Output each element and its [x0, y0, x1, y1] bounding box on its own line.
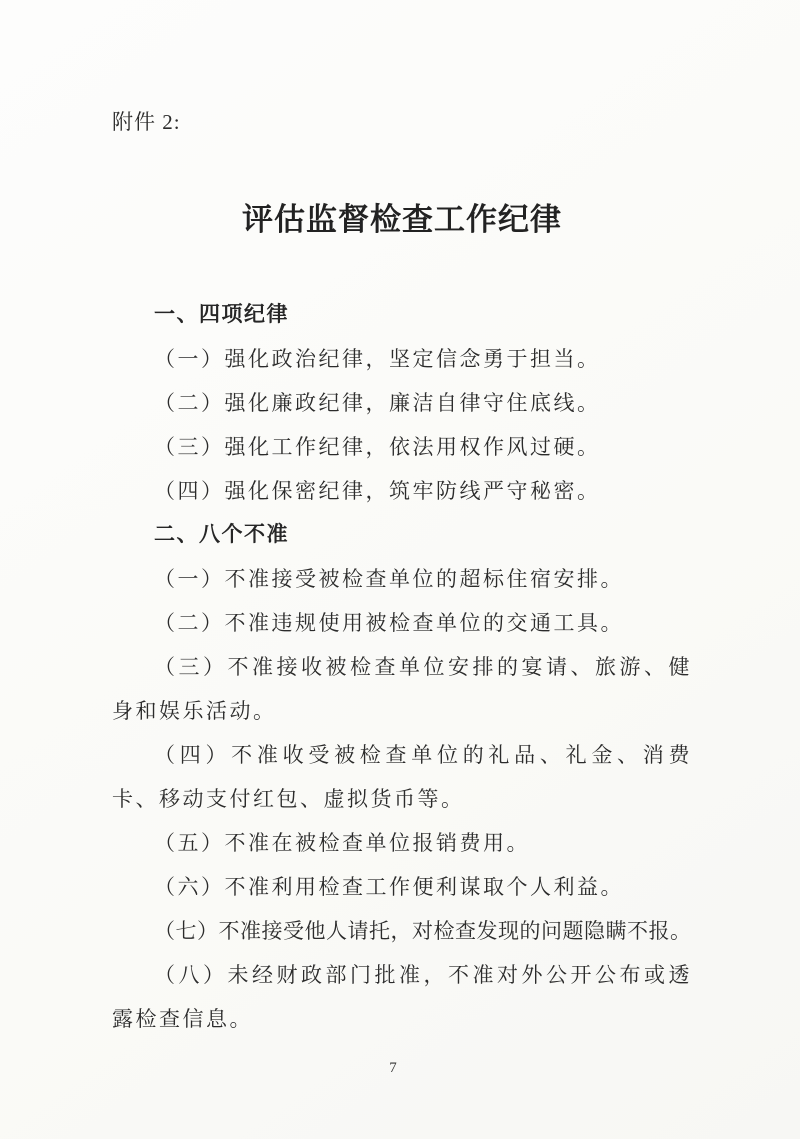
list-item: （一）强化政治纪律，坚定信念勇于担当。 [154, 347, 601, 371]
list-item: （二）不准违规使用被检查单位的交通工具。 [154, 611, 624, 635]
document-title: 评估监督检查工作纪律 [242, 202, 562, 237]
list-item: （三）强化工作纪律，依法用权作风过硬。 [154, 435, 601, 459]
list-item: （四）不准收受被检查单位的礼品、礼金、消费卡、移动支付红包、虚拟货币等。 [112, 743, 692, 811]
list-item: （三）不准接收被检查单位安排的宴请、旅游、健身和娱乐活动。 [112, 655, 692, 723]
page-number: 7 [389, 1060, 397, 1076]
section-heading-four-disciplines: 一、四项纪律 [154, 303, 289, 326]
list-item: （八）未经财政部门批准，不准对外公开公布或透露检查信息。 [112, 963, 692, 1031]
document-body [112, 293, 692, 1041]
list-item: （四）强化保密纪律，筑牢防线严守秘密。 [154, 479, 601, 503]
list-item: （五）不准在被检查单位报销费用。 [154, 831, 530, 855]
list-item: （一）不准接受被检查单位的超标住宿安排。 [154, 567, 624, 591]
attachment-label: 附件 2: [112, 110, 181, 134]
list-item: （二）强化廉政纪律，廉洁自律守住底线。 [154, 391, 601, 415]
list-item: （七）不准接受他人请托，对检查发现的问题隐瞒不报。 [154, 919, 692, 943]
list-item: （六）不准利用检查工作便利谋取个人利益。 [154, 875, 624, 899]
section-heading-eight-prohibitions: 二、八个不准 [154, 523, 289, 546]
